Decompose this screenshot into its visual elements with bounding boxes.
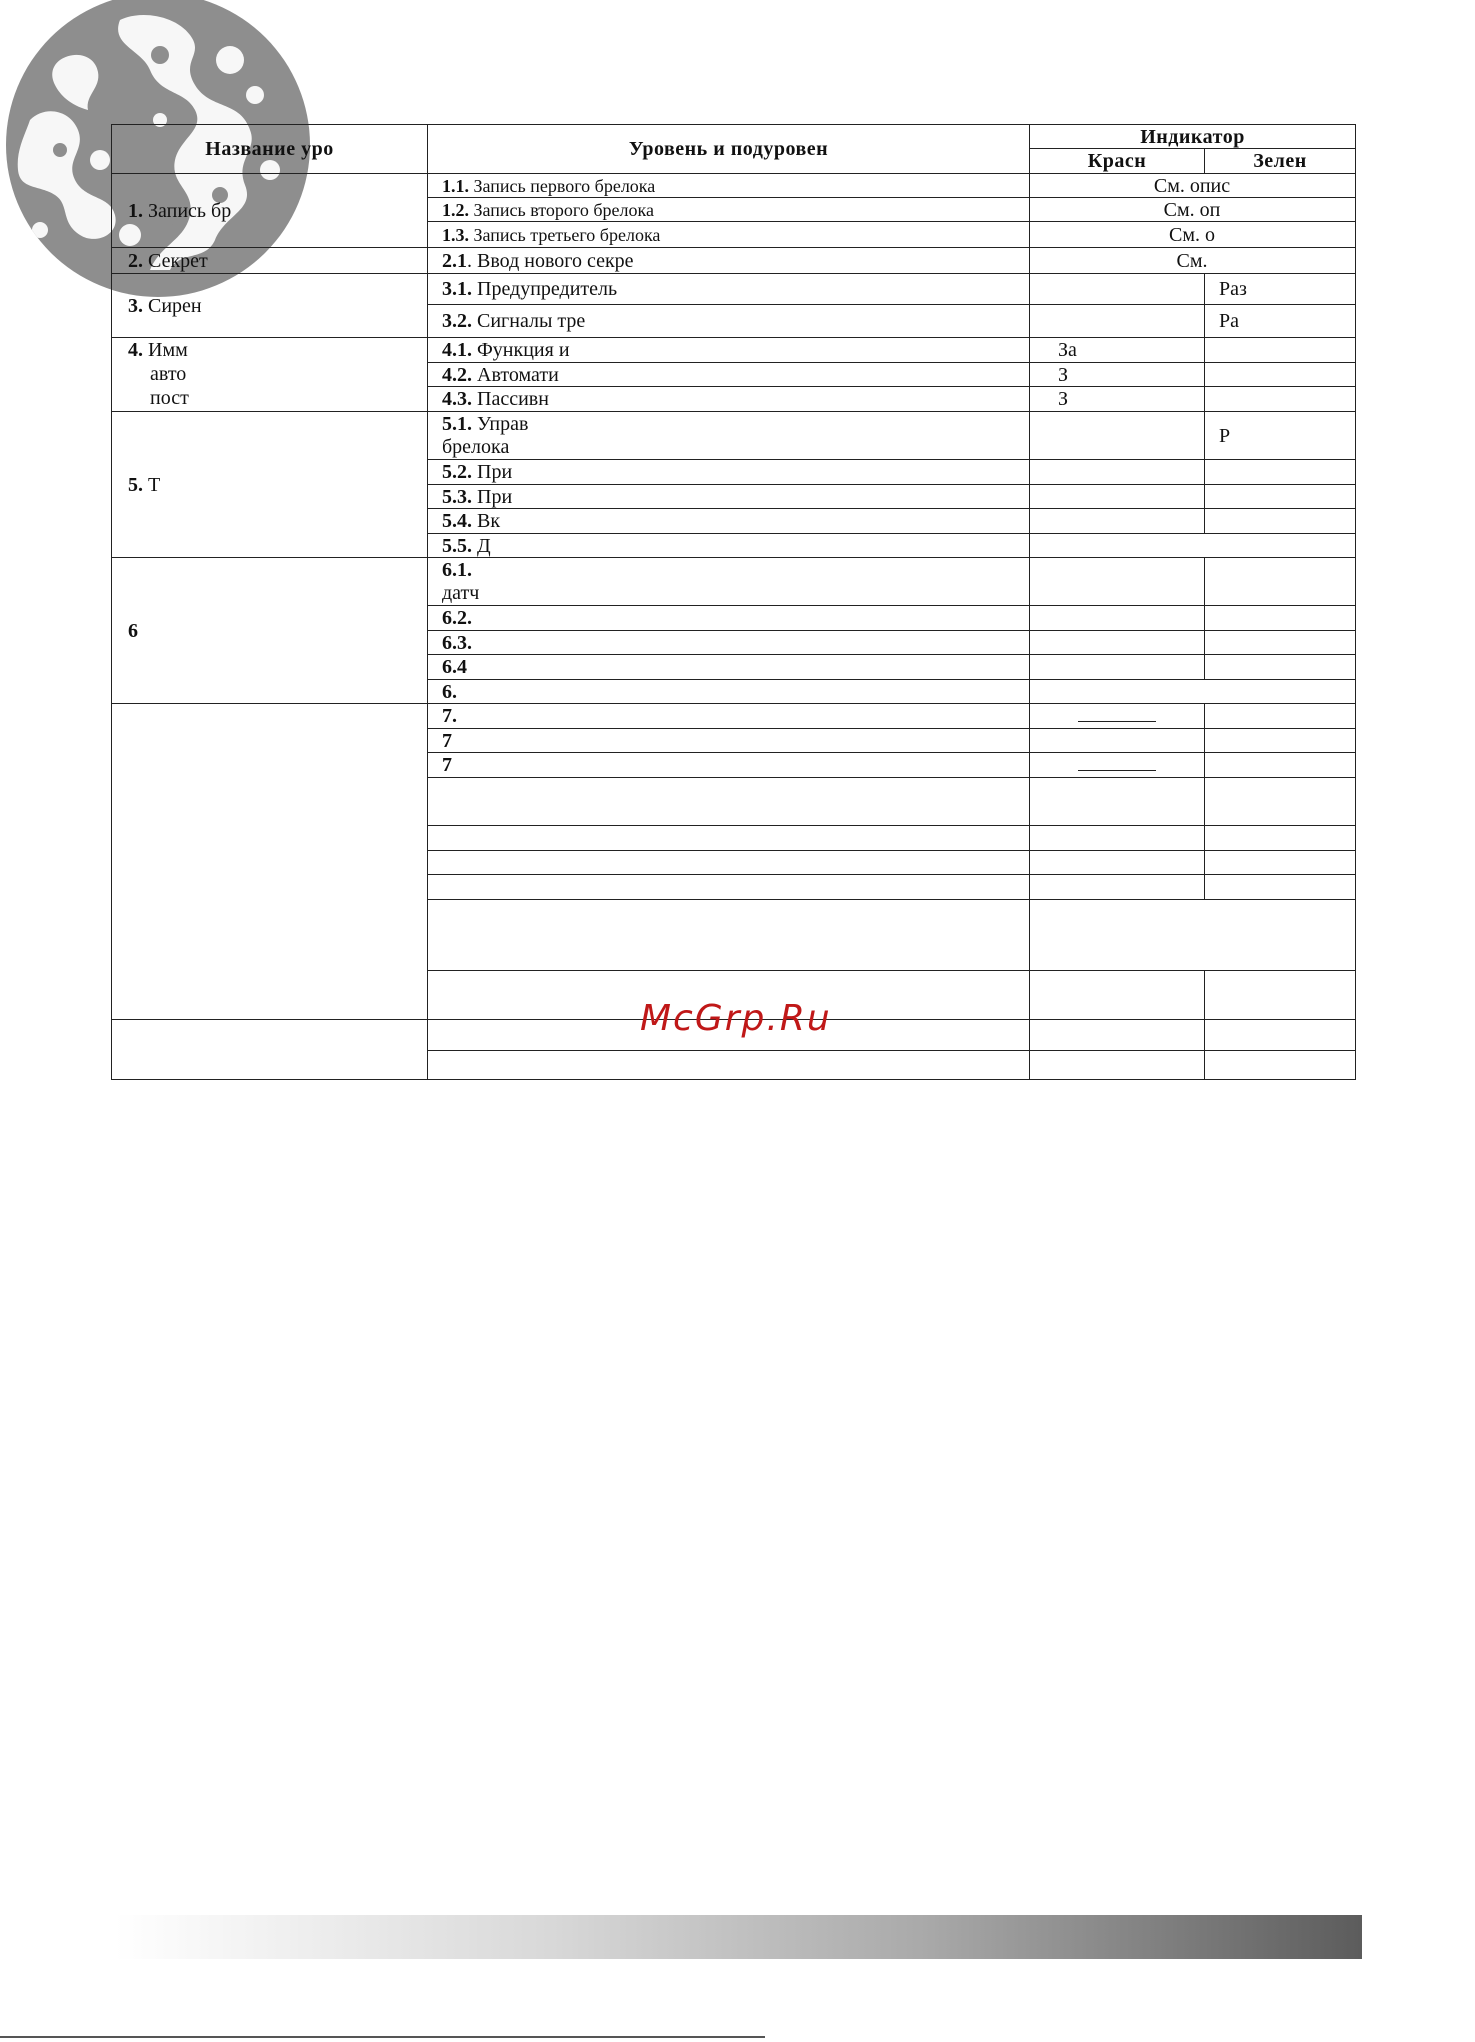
red-cell	[1030, 753, 1205, 778]
green-cell	[1205, 460, 1356, 485]
red-cell	[1030, 826, 1205, 851]
header-level: Уровень и подуровен	[428, 125, 1030, 174]
red-cell	[1030, 305, 1205, 338]
indicator-cell	[1030, 534, 1356, 558]
green-cell	[1205, 387, 1356, 412]
green-cell	[1205, 704, 1356, 729]
level-cell	[428, 826, 1030, 851]
green-cell	[1205, 363, 1356, 387]
green-cell: Раз	[1205, 274, 1356, 305]
red-cell: За	[1030, 338, 1205, 363]
group-1: 1. Запись бр	[112, 174, 428, 248]
table-row	[112, 338, 1356, 363]
red-cell	[1030, 1020, 1205, 1051]
red-cell	[1030, 778, 1205, 826]
level-cell	[428, 851, 1030, 875]
table-row	[112, 558, 1356, 606]
indicator-cell	[1030, 900, 1356, 971]
green-cell	[1205, 655, 1356, 680]
red-cell	[1030, 729, 1205, 753]
level-cell	[428, 875, 1030, 900]
red-cell	[1030, 460, 1205, 485]
level-cell: 5.1. Управ брелока	[428, 412, 1030, 460]
table-row	[112, 704, 1356, 729]
red-cell	[1030, 1051, 1205, 1080]
green-cell	[1205, 729, 1356, 753]
level-cell: 6.3.	[428, 631, 1030, 655]
green-cell	[1205, 851, 1356, 875]
group-3: 3. Сирен	[112, 274, 428, 338]
header-name: Название уро	[112, 125, 428, 174]
level-cell: 1.3. Запись третьего брелока	[428, 222, 1030, 248]
green-cell: Ра	[1205, 305, 1356, 338]
group-7	[112, 704, 428, 1020]
level-cell: 2.1. Ввод нового секре	[428, 248, 1030, 274]
level-cell: 4.1. Функция и	[428, 338, 1030, 363]
level-cell: 6.	[428, 680, 1030, 704]
indicator-cell: См. о	[1030, 222, 1356, 248]
settings-table	[111, 124, 1356, 1080]
indicator-cell: См. оп	[1030, 198, 1356, 222]
underline-mark	[1078, 709, 1156, 722]
red-cell	[1030, 655, 1205, 680]
level-cell: 7	[428, 729, 1030, 753]
group-5: 5. Т	[112, 412, 428, 558]
table-row	[112, 412, 1356, 460]
red-cell	[1030, 274, 1205, 305]
green-cell	[1205, 558, 1356, 606]
red-cell	[1030, 851, 1205, 875]
level-cell: 7.	[428, 704, 1030, 729]
underline-mark	[1078, 758, 1156, 771]
level-cell: 6.4	[428, 655, 1030, 680]
red-cell	[1030, 412, 1205, 460]
level-cell	[428, 778, 1030, 826]
red-cell	[1030, 606, 1205, 631]
red-cell	[1030, 509, 1205, 534]
indicator-cell: См. опис	[1030, 174, 1356, 198]
red-cell	[1030, 704, 1205, 729]
level-cell: 3.2. Сигналы тре	[428, 305, 1030, 338]
red-cell	[1030, 485, 1205, 509]
red-cell	[1030, 631, 1205, 655]
group-9	[112, 1020, 428, 1080]
level-cell	[428, 1051, 1030, 1080]
green-cell	[1205, 338, 1356, 363]
level-cell: 5.3. При	[428, 485, 1030, 509]
green-cell	[1205, 631, 1356, 655]
green-cell	[1205, 509, 1356, 534]
red-cell	[1030, 875, 1205, 900]
level-cell: 1.2. Запись второго брелока	[428, 198, 1030, 222]
level-cell: 3.1. Предупредитель	[428, 274, 1030, 305]
footer-divider	[0, 2036, 765, 2038]
group-2: 2. Секрет	[112, 248, 428, 274]
level-cell: 1.1. Запись первого брелока	[428, 174, 1030, 198]
red-cell: З	[1030, 387, 1205, 412]
green-cell	[1205, 1051, 1356, 1080]
green-cell: Р	[1205, 412, 1356, 460]
table-row	[112, 248, 1356, 274]
level-cell: 6.1. датч	[428, 558, 1030, 606]
level-cell: 5.2. При	[428, 460, 1030, 485]
level-cell: 7	[428, 753, 1030, 778]
green-cell	[1205, 1020, 1356, 1051]
level-cell: 4.2. Автомати	[428, 363, 1030, 387]
level-cell: 5.4. Вк	[428, 509, 1030, 534]
indicator-cell	[1030, 680, 1356, 704]
green-cell	[1205, 485, 1356, 509]
level-cell	[1030, 971, 1205, 1020]
table-row	[112, 274, 1356, 305]
level-cell: 5.5. Д	[428, 534, 1030, 558]
green-cell	[1205, 826, 1356, 851]
green-cell	[1205, 875, 1356, 900]
group-6: 6	[112, 558, 428, 704]
table-row	[112, 174, 1356, 198]
footer-gradient-bar	[115, 1915, 1362, 1959]
header-green: Зелен	[1205, 149, 1356, 174]
red-cell: З	[1030, 363, 1205, 387]
header-indicator: Индикатор	[1030, 125, 1356, 149]
green-cell	[1205, 606, 1356, 631]
group-4: 4. Имм авто пост	[112, 338, 428, 412]
green-cell	[1205, 778, 1356, 826]
indicator-cell: См.	[1030, 248, 1356, 274]
level-cell: 6.2.	[428, 606, 1030, 631]
green-cell	[1205, 753, 1356, 778]
level-cell: 4.3. Пассивн	[428, 387, 1030, 412]
header-red: Красн	[1030, 149, 1205, 174]
red-cell	[1030, 558, 1205, 606]
level-cell	[428, 900, 1030, 971]
red-cell	[1205, 971, 1356, 1020]
watermark: McGrp.Ru	[640, 998, 832, 1039]
